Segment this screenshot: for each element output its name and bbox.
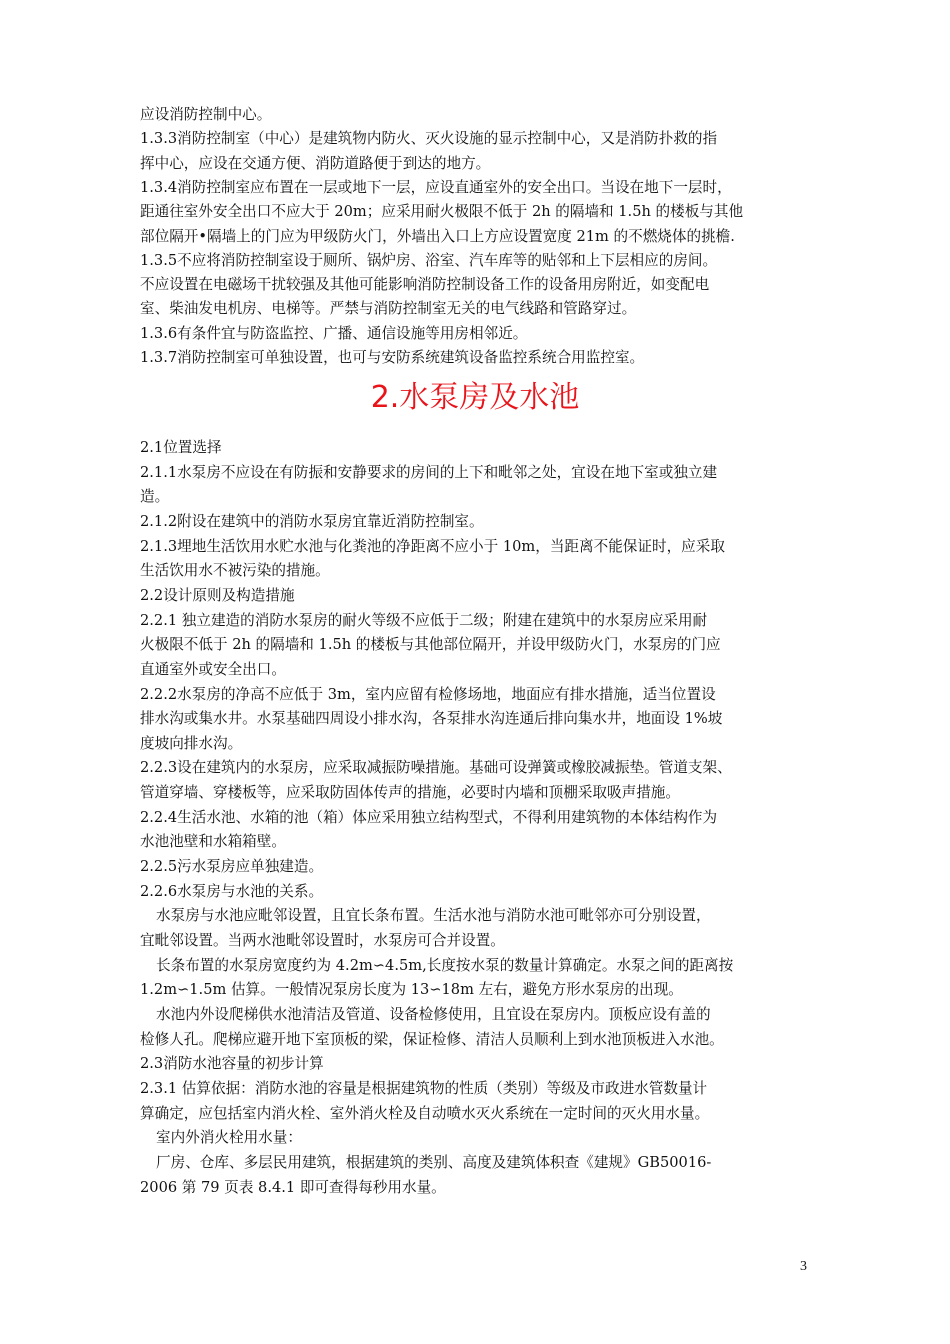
text-line: 1.3.5不应将消防控制室设于厕所、锅炉房、浴室、汽车库等的贴邻和上下层相应的房间。 [140,251,718,269]
text-line: 2006 第 79 页表 8.4.1 即可查得每秒用水量。 [140,1178,446,1196]
text-line: 2.3.1 估算依据：消防水池的容量是根据建筑物的性质（类别）等级及市政进水管数量计 [140,1079,708,1097]
text-line: 2.2.4生活水池、水箱的池（箱）体应采用独立结构型式，不得利用建筑物的本体结构作为 [140,808,718,826]
text-line: 2.2.3设在建筑内的水泵房，应采取减振防噪措施。基础可设弹簧或橡胶减振垫。管道支架、 [140,759,732,777]
text-line: 度坡向排水沟。 [140,734,243,752]
text-line: 直通室外或安全出口。 [140,660,286,678]
text-line: 2.2.1 独立建造的消防水泵房的耐火等级不应低于二级；附建在建筑中的水泵房应采用耐 [140,611,708,629]
text-line: 1.3.3消防控制室（中心）是建筑物内防火、灭火设施的显示控制中心，又是消防扑救的指 [140,130,718,148]
text-line: 2.2.6水泵房与水池的关系。 [140,882,324,900]
text-line: 应设消防控制中心。 [140,106,272,123]
text-line: 1.3.7消防控制室可单独设置，也可与安防系统建筑设备监控系统合用监控室。 [140,349,645,366]
text-line: 2.1.2附设在建筑中的消防水泵房宜靠近消防控制室。 [140,512,484,530]
text-line: 1.2m∽1.5m 估算。一般情况泵房长度为 13∽18m 左右，避免方形水泵房的出现。 [140,981,683,999]
text-line: 排水沟或集水井。水泵基础四周设小排水沟，各泵排水沟连通后排向集水井，地面设 1%坡 [140,710,723,728]
text-line: 1.3.6有条件宜与防盗监控、广播、通信设施等用房相邻近。 [140,324,528,342]
text-line: 水泵房与水池应毗邻设置，且宜长条布置。生活水池与消防水池可毗邻亦可分别设置， [156,907,711,925]
text-line: 水池内外设爬梯供水池清洁及管道、设备检修使用，且宜设在泵房内。顶板应设有盖的 [156,1005,711,1023]
text-line: 挥中心，应设在交通方便、消防道路便于到达的地方。 [140,154,491,172]
text-line: 算确定，应包括室内消火栓、室外消火栓及自动喷水灭火系统在一定时间的灭火用水量。 [140,1104,710,1122]
text-line: 火极限不低于 2h 的隔墙和 1.5h 的楼板与其他部位隔开，并设甲级防火门，水泵房的门应 [140,636,721,654]
text-line: 2.3消防水池容量的初步计算 [140,1055,324,1073]
text-line: 管道穿墙、穿楼板等，应采取防固体传声的措施，必要时内墙和顶棚采取吸声措施。 [140,784,680,802]
text-line: 2.2.2水泵房的净高不应低于 3m，室内应留有检修场地，地面应有排水措施，适当位置设 [140,685,716,703]
page-number: 3 [800,1259,807,1274]
text-line: 2.2设计原则及构造措施 [140,586,295,604]
text-line: 2.1.1水泵房不应设在有防振和安静要求的房间的上下和毗邻之处，宜设在地下室或独立建 [140,463,718,481]
text-line: 厂房、仓库、多层民用建筑，根据建筑的类别、高度及建筑体积查《建规》GB50016- [156,1153,712,1171]
text-line: 检修人孔。爬梯应避开地下室顶板的梁，保证检修、清洁人员顺利上到水池顶板进入水池。 [140,1030,724,1048]
text-line: 水池池壁和水箱箱壁。 [140,833,286,851]
text-line: 室内外消火栓用水量： [156,1129,302,1147]
text-line: 部位隔开•隔墙上的门应为甲级防火门，外墙出入口上方应设置宽度 21m 的不燃烧体的挑檐. [140,227,735,245]
section-heading: 2.水泵房及水池 [370,380,580,415]
text-line: 生活饮用水不被污染的措施。 [140,562,330,580]
text-line: 不应设置在电磁场干扰较强及其他可能影响消防控制设备工作的设备用房附近，如变配电 [140,276,710,294]
text-line: 2.1位置选择 [140,439,222,456]
text-line: 2.2.5污水泵房应单独建造。 [140,858,324,876]
text-line: 2.1.3埋地生活饮用水贮水池与化粪池的净距离不应小于 10m，当距离不能保证时，应采取 [140,537,725,555]
text-line: 造。 [140,488,170,506]
text-line: 室、柴油发电机房、电梯等。严禁与消防控制室无关的电气线路和管路穿过。 [140,300,637,318]
text-line: 宜毗邻设置。当两水池毗邻设置时，水泵房可合并设置。 [140,932,505,949]
text-line: 距通往室外安全出口不应大于 20m；应采用耐火极限不低于 2h 的隔墙和 1.5h 的楼板与其他 [140,203,744,221]
text-line: 1.3.4消防控制室应布置在一层或地下一层，应设直通室外的安全出口。当设在地下一层时， [140,178,732,196]
text-line: 长条布置的水泵房宽度约为 4.2m∽4.5m,长度按水泵的数量计算确定。水泵之间的距离按 [156,956,734,974]
